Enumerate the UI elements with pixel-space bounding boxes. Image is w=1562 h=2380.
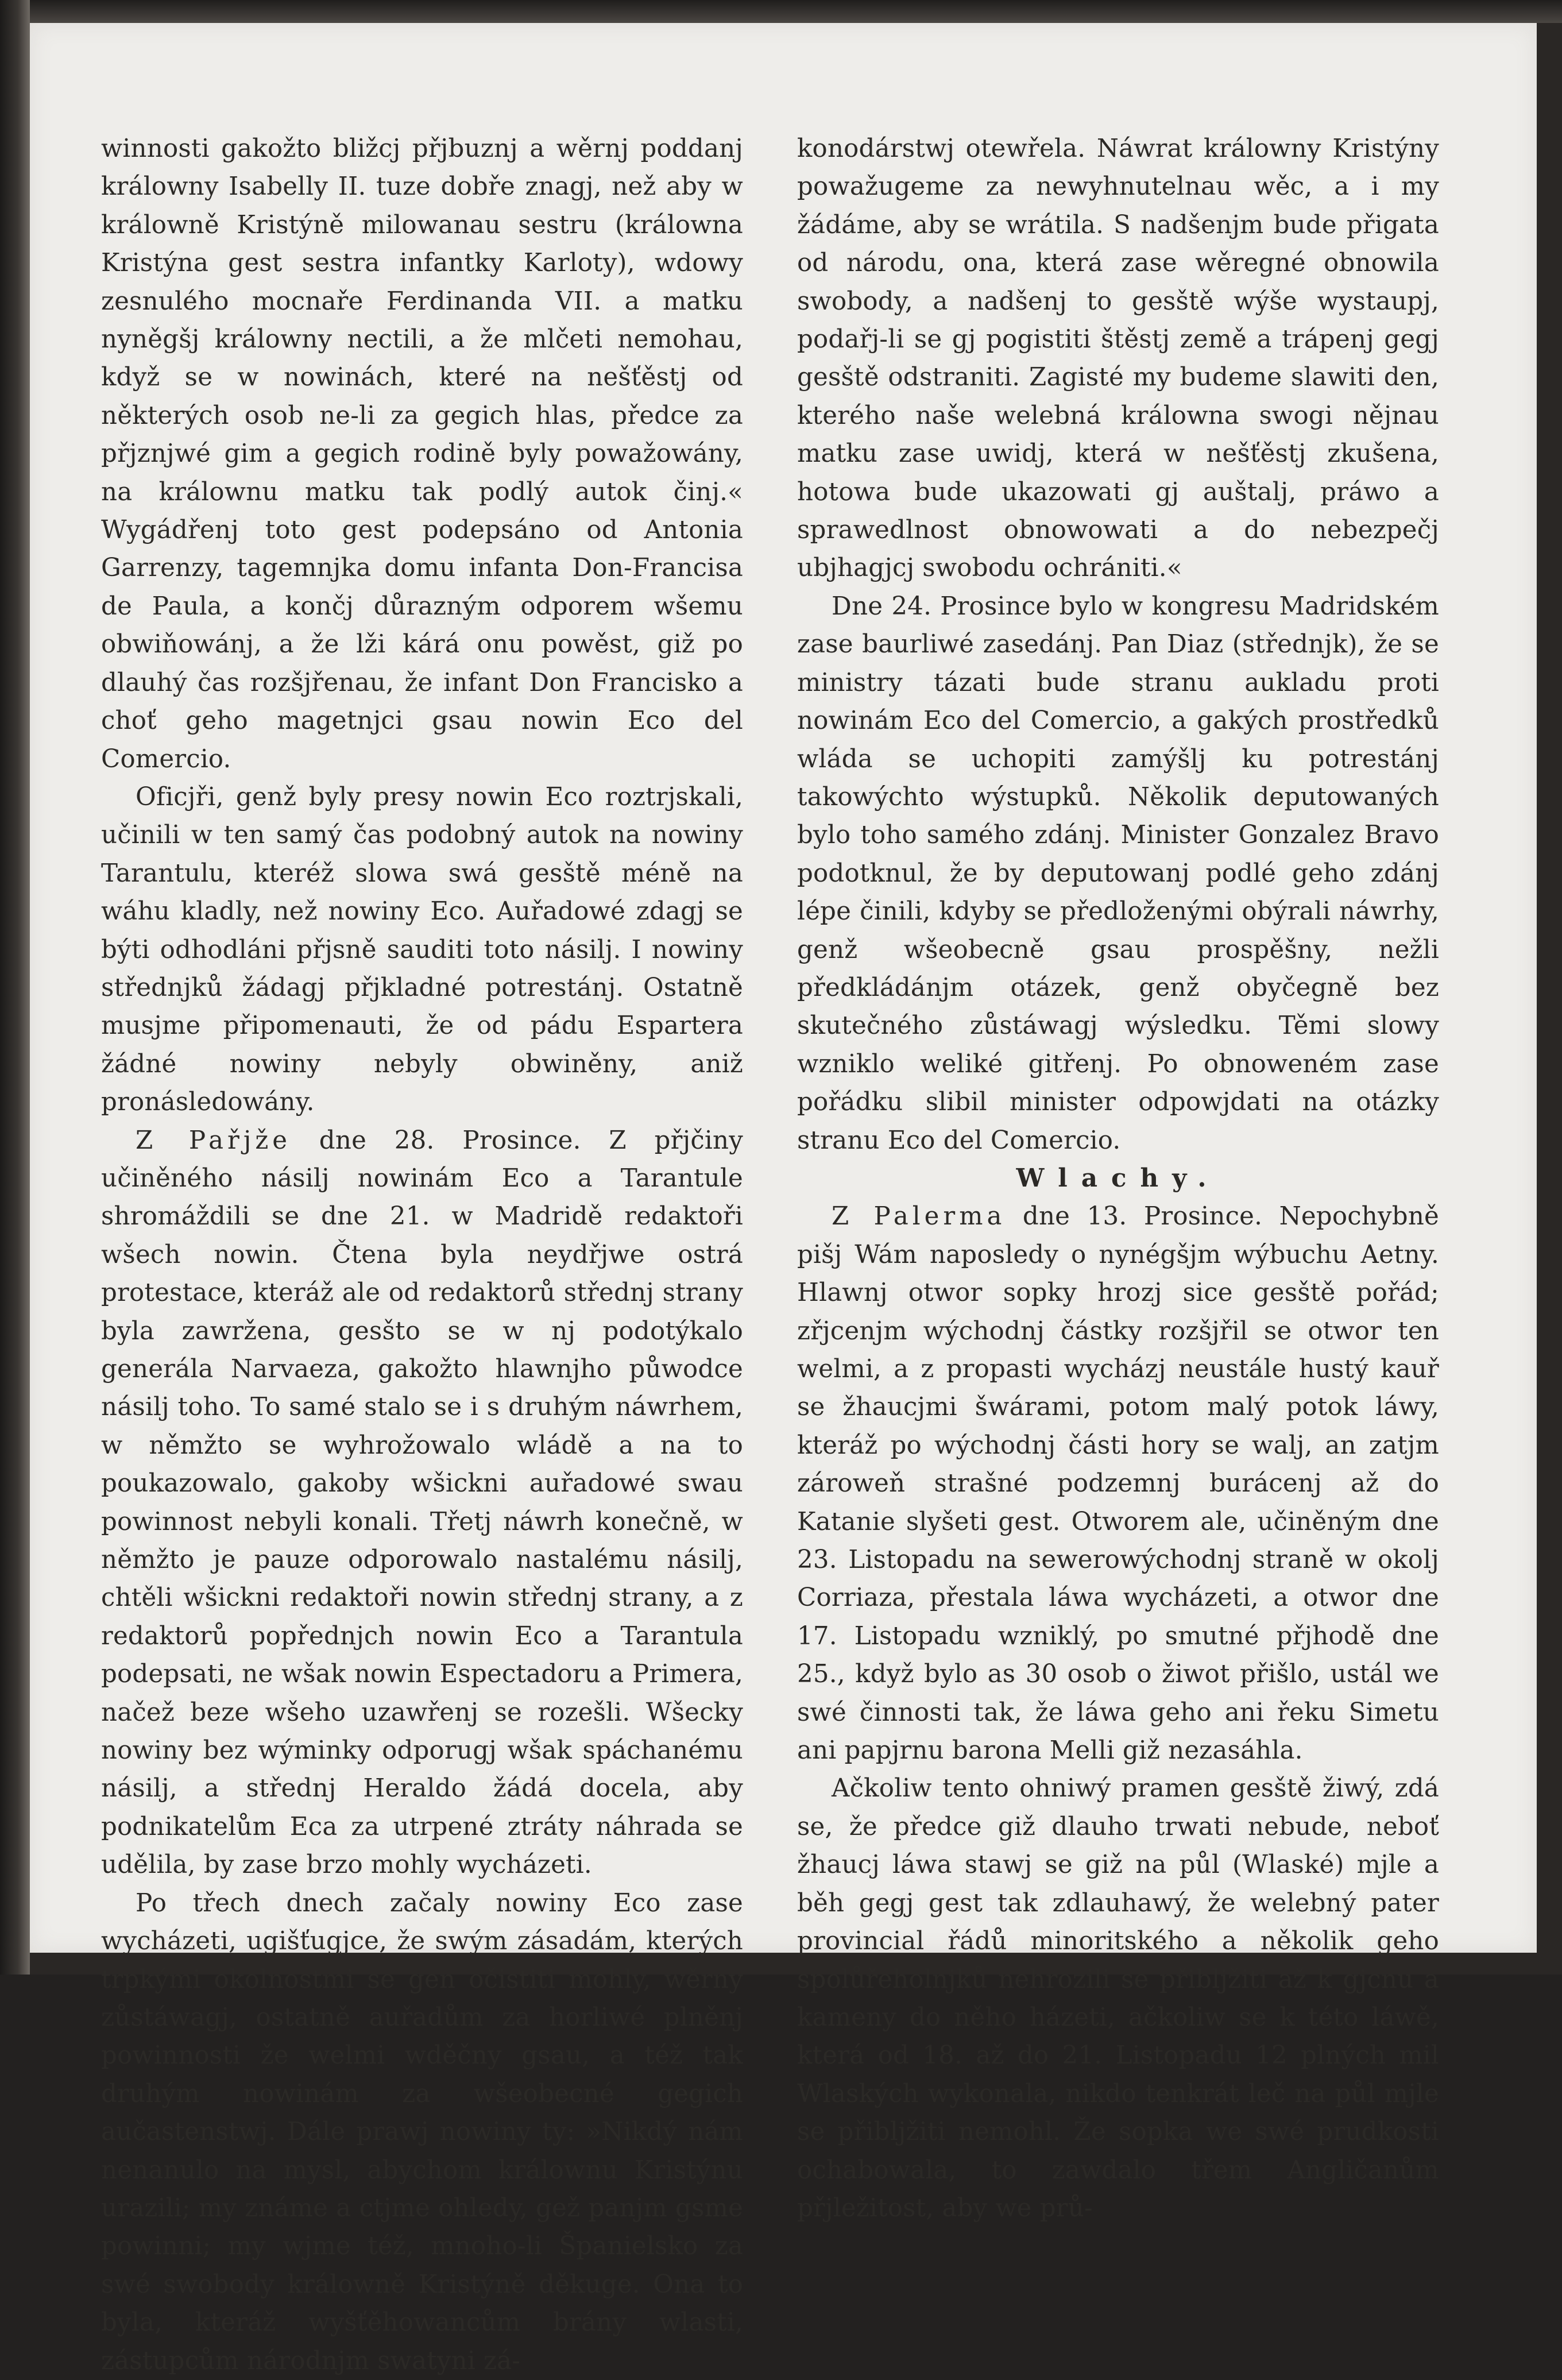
paragraph-6: Dne 24. Prosince bylo w kongresu Madridském zase baurliwé zasedánj. Pan Diaz (střednjk), že se ministry tázati bude stranu aukladu proti nowinám Eco del Comercio, a gakých prostředků wláda se uchopiti zamýšlj ku potrestánj takowýchto wýstupků. Několik deputowaných bylo toho samého zdánj. Minister Gonzalez Bravo podotknul, že by deputowanj podlé geho zdánj lépe činili, kdyby se předloženými obýrali náwrhy, genž wšeobecně gsau prospěšny, nežli předkládánjm otázek, genž obyčegně bez skutečného zůstáwagj wýsledku. Těmi slowy wzniklo weliké gitřenj. Po obnoweném zase pořádku slibil minister odpowjdati na otázky stranu Eco del Comercio. (797, 592, 1439, 1155)
paragraph-7-body: dne 13. Prosince. Nepochybně pišj Wám naposledy o nynégšjm wýbuchu Aetny. Hlawnj otwor sopky hrozj sice gesště pořád; zřjcenjm wýchodnj částky rozšjřil se otwor ten welmi, a z propasti wycházj neustále hustý kauř se žhaucjmi šwárami, potom malý potok láwy, kteráž po wýchodnj části hory se walj, an zatjm zároweň strašné podzemnj burácenj až do Katanie slyšeti gest. Otworem ale, učiněným dne 23. Listopadu na sewerowýchodnj straně w okolj Corriaza, přestala láwa wycházeti, a otwor dne 17. Listopadu wzniklý, po smutné přjhodě dne 25., když bylo as 30 osob o žiwot přišlo, ustál we swé činnosti tak, že láwa geho ani řeku Simetu ani papjrnu barona Melli giž nezasáhla. (797, 1202, 1439, 1765)
paragraph-4: Po třech dnech začaly nowiny Eco zase wycházeti, ugišťugjce, že swým zásadám, kterých trpkými okolnostmi se gen očistiti mohly, wěrny zůstáwagj, ostatně auřadům za horliwé plněnj powinnosti že welmi wděčny gsau, a též tak druhým nowinám za wšeobecné gegich aučastenstwj. Dále prawj nowiny ty: »Nikdý nám nenanulo na mysl, abychom králownu Kristýnu urazili; my známe a ctjme ohledy, gež panjm gsme powinni; my wjme též, mnoho-li Španielsko za swé swobody králowně Kristýně děkuge. Ona to byla, kteráž wyšťěhowancům brány wlasti, zástupcům národnjm swatyni zá- (101, 1888, 743, 2375)
right-text-column (797, 130, 1439, 2227)
book-binding-edge (0, 0, 30, 1975)
page-top-edge (30, 0, 1562, 23)
paragraph-2: Oficjři, genž byly presy nowin Eco roztrjskali, učinili w ten samý čas podobný autok na nowiny Tarantulu, kteréž slowa swá gesště méně na wáhu kladly, než nowiny Eco. Auřadowé zdagj se býti odhodláni přjsně sauditi toto násilj. I nowiny střednjků žádagj přjkladné potrestánj. Ostatně musjme připomenauti, že od pádu Espartera žádné nowiny nebyly obwiněny, aniž pronásledowány. (101, 782, 743, 1117)
section-heading-wlachy: Wlachy. (1016, 1163, 1220, 1193)
paragraph-8: Ačkoliw tento ohniwý pramen gesště žiwý, zdá se, že předce giž dlauho trwati nebude, neboť žhaucj láwa stawj se giž na půl (Wlaské) mjle a běh gegj gest tak zdlauhawý, že welebný pater provincial řádů minoritského a několik geho spolůřeholnjků nehrozili se přibljžiti až k gjcnu a kameny do něho házeti, ačkoliw se k této láwě, která od 18. až do 21. Listopadu 12 plných mil Wlaských wykonala, nikdo tenkrát leč na půl mjle se přibljžiti nemohl. Že sopka we swé prudkosti ochabowala, to zawdalo třem Angličanům přjležitost, aby we prů- (797, 1774, 1439, 2223)
left-text-column (101, 130, 743, 2380)
paragraph-3-body: dne 28. Prosince. Z přjčiny učiněného násilj nowinám Eco a Tarantule shromáždili se dne 21. w Madridě redaktoři wšech nowin. Čtena byla neydřjwe ostrá protestace, kteráž ale od redaktorů střednj strany byla zawržena, gesšto se w nj podotýkalo generála Narvaeza, gakožto hlawnjho půwodce násilj toho. To samé stalo se i s druhým náwrhem, w němžto se wyhrožowalo wládě a na to poukazowalo, gakoby wšickni auřadowé swau powinnost nebyli konali. Třetj náwrh konečně, w němžto je pauze odporowalo nastalému násilj, chtěli wšickni redaktoři nowin střednj strany, a z redaktorů popřednjch nowin Eco a Tarantula podepsati, ne wšak nowin Espectadoru a Primera, načež beze wšeho uzawřenj se rozešli. Wšecky nowiny bez wýminky odporugj wšak spáchanému násilj, a střednj Heraldo žádá docela, aby podnikatelům Eca za utrpené ztráty náhrada se udělila, by zase brzo mohly wycházeti. (101, 1126, 743, 1880)
paragraph-5: konodárstwj otewřela. Náwrat králowny Kristýny powažugeme za newyhnutelnau wěc, a i my žádáme, aby se wrátila. S nadšenjm bude přigata od národu, ona, která zase wěregné obnowila swobody, a nadšenj to gesště wýše wystaupj, podařj-li se gj pogistiti štěstj země a trápenj gegj gesště odstraniti. Zagisté my budeme slawiti den, kterého naše welebná králowna swogi nějnau matku zase uwidj, která w nešťěstj zkušena, hotowa bude ukazowati gj auštalj, práwo a sprawedlnost obnowowati a do nebezpečj ubjhagjcj swobodu ochrániti.« (797, 134, 1439, 583)
paragraph-7 (797, 1197, 1439, 1769)
dateline-palermo: Z Palerma (832, 1202, 1006, 1231)
dateline-paris: Z Pařjže (136, 1126, 292, 1155)
paragraph-3 (101, 1122, 743, 1884)
paragraph-1: winnosti gakožto bližcj přjbuznj a wěrnj poddanj králowny Isabelly II. tuze dobře znagj, než aby w králowně Kristýně milowanau sestru (králowna Kristýna gest sestra infantky Karloty), wdowy zesnulého mocnaře Ferdinanda VII. a matku nyněgšj králowny nectili, a že mlčeti nemohau, když se w nowinách, které na nešťěstj od některých osob ne-li za gegich hlas, předce za přjznjwé gim a gegich rodině byly powažowány, na králownu matku tak podlý autok činj.« Wygádřenj toto gest podepsáno od Antonia Garrenzy, tagemnjka domu infanta Don-Francisa de Paula, a končj důrazným odporem wšemu obwiňowánj, a že lži kárá onu powěst, giž po dlauhý čas rozšjřenau, že infant Don Francisko a choť geho magetnjci gsau nowin Eco del Comercio. (101, 134, 743, 774)
